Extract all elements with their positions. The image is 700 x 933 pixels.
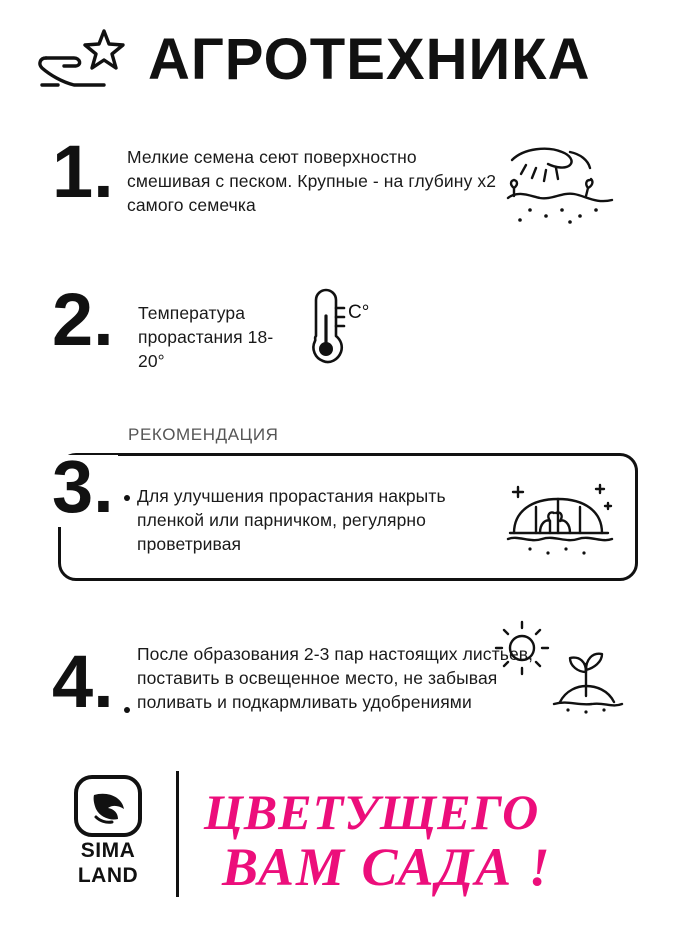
- recommendation-label: РЕКОМЕНДАЦИЯ: [128, 425, 279, 444]
- sowing-seeds-icon: [500, 138, 620, 238]
- page-header: [34, 20, 674, 100]
- step-3: [0, 425, 700, 600]
- step-2-text: Температура прорастания 18-20°: [138, 303, 274, 371]
- step-4-number: 4.: [52, 640, 114, 723]
- svg-text:ЦВЕТУЩЕГО: ЦВЕТУЩЕГО: [204, 784, 540, 840]
- thermometer-icon: [290, 286, 380, 372]
- dolphin-logo-icon: [74, 775, 142, 837]
- brand-name-line1: SIMA: [80, 839, 136, 862]
- sun-and-sprout-icon: [482, 620, 632, 716]
- bullet-point: [124, 495, 130, 501]
- bullet-point: [124, 707, 130, 713]
- step-1-number: 1.: [52, 130, 114, 213]
- hand-with-star-icon: [34, 25, 134, 101]
- step-2-number: 2.: [52, 278, 114, 361]
- brand-block: [58, 775, 158, 887]
- greenhouse-icon: [500, 477, 620, 563]
- page-title: АГРОТЕХНИКА: [148, 27, 591, 92]
- step-3-text: Для улучшения прорастания накрыть пленкой или парничком, регулярно проветривая: [137, 486, 446, 554]
- step-1-text: Мелкие семена сеют поверхностно смешивая с песком. Крупные - на глубину х2 самого семечка: [127, 147, 497, 215]
- step-4: [0, 620, 700, 750]
- step-3-number: 3.: [52, 445, 114, 528]
- footer-divider: [176, 771, 179, 897]
- brand-name-line2: LAND: [77, 863, 139, 887]
- step-4-text: После образования 2-3 пар настоящих листьев, поставить в освещенное место, не забывая поливать и подкармливать удобрениями: [137, 644, 534, 712]
- step-2: [0, 278, 700, 396]
- svg-text:C°: C°: [348, 302, 370, 323]
- svg-text:ВАМ САДА !: ВАМ САДА !: [222, 837, 552, 897]
- footer: [0, 775, 700, 915]
- slogan-block: [196, 777, 596, 897]
- step-1: [0, 130, 700, 251]
